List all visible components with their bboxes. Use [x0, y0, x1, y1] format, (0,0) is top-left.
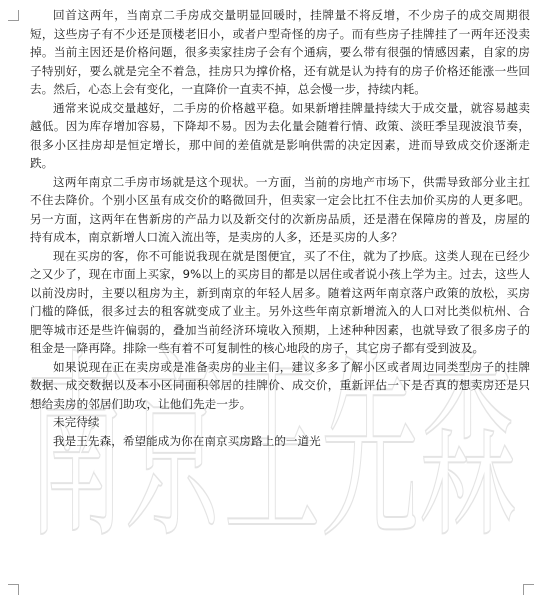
page-corner-mark-bottom-right — [523, 584, 534, 595]
watermark-text: 南京王先森 — [27, 333, 517, 538]
page-corner-mark-top-left — [8, 10, 19, 21]
article-body — [30, 6, 530, 450]
paragraph-1: 回首这两年，当南京二手房成交量明显回暖时，挂牌量不将反增，不少房子的成交周期很短，这些房子有不少还是顶楼老旧小，或者户型奇怪的房子。而有些房子挂牌挂了一两年还没卖掉。当前主因还是价格问题，很多卖家挂房子会有个通病，要么带有很强的情感因素，自家的房子特别好，要么就是完全不着急，挂房只为撑价格，还有就是认为持有的房子价格还能涨一些回去。然后，心态上会有变化，一直降价一直卖不掉，总会慢一步，持续内耗。 — [30, 8, 530, 96]
paragraph-5: 如果说现在正在卖房或是准备卖房的业主们，建议多多了解小区或者周边同类型房子的挂牌数据、成交数据以及本小区同面积邻居的挂牌价、成交价，重新评估一下是否真的想卖房还是只想给卖房的邻居们助攻，让他们先走一步。 — [30, 359, 530, 411]
to-be-continued: 未完待续 — [53, 415, 100, 429]
paragraph-4: 现在买房的客，你不可能说我现在就是图便宜，买了不住，就为了抄底。这类人现在已经少之又少了，现在市面上买家，9%以上的买房目的都是以居住或者说小孩上学为主。过去，这些人以前没房时，主要以租房为主，新到南京的年轻人居多。随着这两年南京落户政策的放松，买房门槛的降低，很多过去的租客就变成了业主。另外这些年南京新增流入的人口对比类似杭州、合肥等城市还是些许偏弱的，叠加当前经济环境收入预期，上述种种因素，也就导致了很多房子的租金是一降再降。排除一些有着不可复制性的核心地段的房子，其它房子都有受到波及。 — [30, 248, 530, 355]
paragraph-3: 这两年南京二手房市场就是这个现状。一方面，当前的房地产市场下，供需导致部分业主扛不住去降价。个别小区虽有成交价的略微回升，但卖家一定会比扛不住去加价买房的人更多吧。另一方面，这两年在售新房的产品力以及新交付的次新房品质，还是潜在保障房的普及，房屋的持有成本，南京新增人口流入流出等，是卖房的人多，还是买房的人多？ — [30, 174, 530, 244]
page-corner-mark-bottom-left — [8, 584, 19, 595]
paragraph-2: 通常来说成交量越好，二手房的价格越平稳。如果新增挂牌量持续大于成交量，就容易越卖越低。因为库存增加容易，下降却不易。因为去化量会随着行情、政策、淡旺季呈现波浪节奏，很多小区挂房却是恒定增长，那中间的差值就是影响供需的决定因素，进而导致成交价逐渐走跌。 — [30, 100, 530, 170]
author-signoff: 我是王先森，希望能成为你在南京买房路上的一道光 — [53, 433, 321, 448]
